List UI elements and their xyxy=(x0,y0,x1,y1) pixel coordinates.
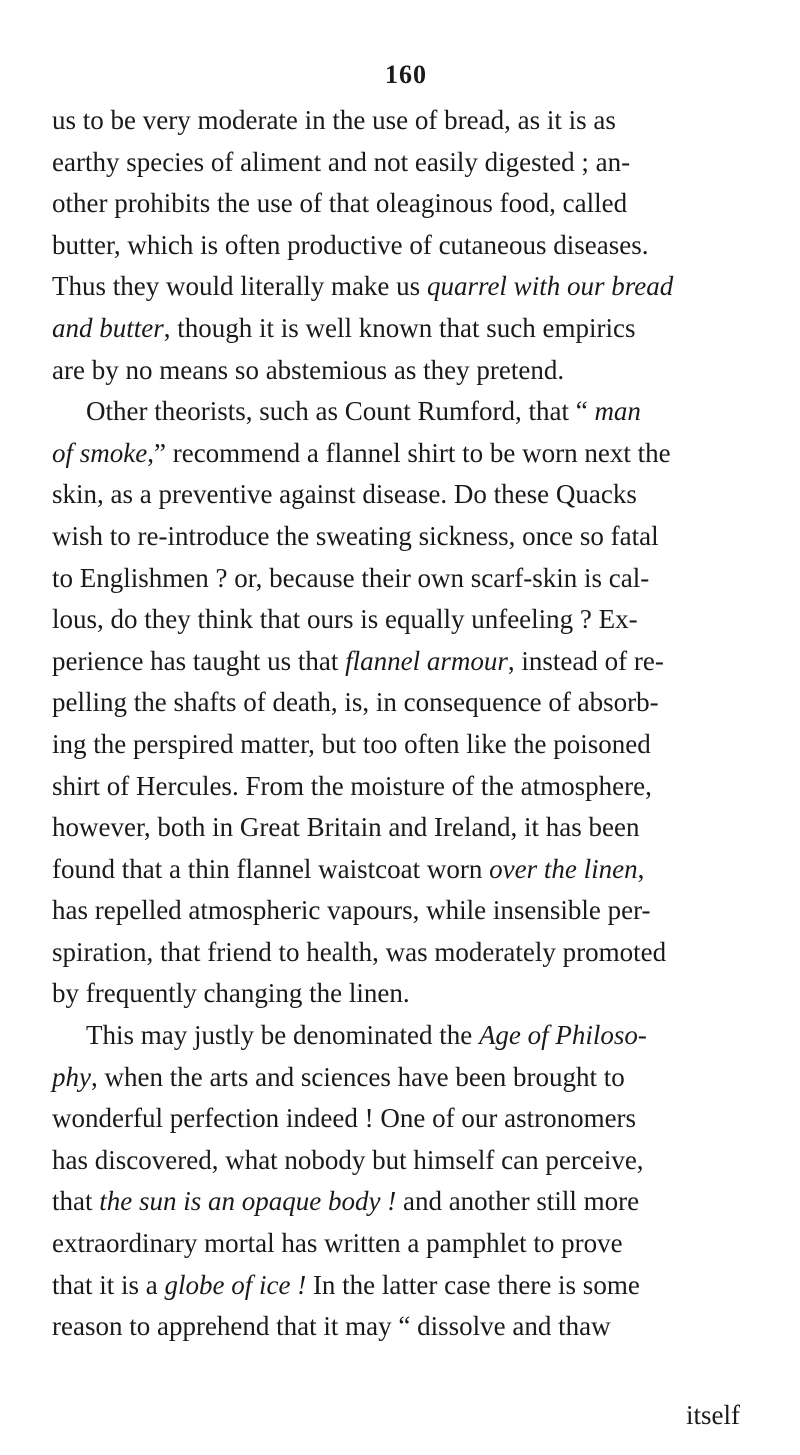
text-line xyxy=(52,183,772,225)
italic-phrase: quarrel with our bread xyxy=(426,271,674,302)
text-segment: are by no means so abstemious as they pretend. xyxy=(52,354,565,385)
text-segment: wonderful perfection indeed ! One of our astronomers xyxy=(52,1103,637,1134)
italic-phrase: over the linen xyxy=(489,853,638,884)
text-line xyxy=(52,641,772,683)
text-line xyxy=(52,1098,772,1140)
text-segment: found that a thin flannel waistcoat worn xyxy=(52,853,490,884)
text-segment: , though it is well known that such empirics xyxy=(163,312,636,343)
text-segment: other prohibits the use of that oleaginous food, called xyxy=(52,188,628,219)
text-segment: lous, do they think that ours is equally unfeeling ? Ex- xyxy=(52,604,638,635)
text-segment: that xyxy=(52,1186,100,1217)
text-segment: Thus they would literally make us xyxy=(52,271,427,302)
italic-phrase: and butter xyxy=(52,312,164,343)
text-line xyxy=(52,766,772,808)
text-line xyxy=(52,1140,772,1182)
text-segment: perience has taught us that xyxy=(52,645,346,676)
text-line xyxy=(52,308,772,350)
text-line xyxy=(52,973,772,1015)
text-line xyxy=(52,474,772,516)
text-line xyxy=(52,1306,772,1348)
text-line xyxy=(52,849,772,891)
text-segment: ing the perspired matter, but too often like the poisoned xyxy=(52,728,651,759)
text-line xyxy=(52,724,772,766)
page-number: 160 xyxy=(385,60,427,89)
body-text xyxy=(52,100,772,1348)
text-segment: Other theorists, such as Count Rumford, that “ xyxy=(86,396,595,427)
text-line xyxy=(52,1265,772,1307)
text-line xyxy=(52,100,772,142)
text-line xyxy=(52,807,772,849)
text-line xyxy=(52,1181,772,1223)
text-segment: however, both in Great Britain and Ireland, it has been xyxy=(52,812,640,843)
text-segment: to Englishmen ? or, because their own scarf-skin is cal- xyxy=(52,562,650,593)
text-segment: that it is a xyxy=(52,1269,165,1300)
italic-phrase: man xyxy=(594,396,641,427)
text-segment: has discovered, what nobody but himself can perceive, xyxy=(52,1144,644,1175)
text-segment: skin, as a preventive against disease. Do these Quacks xyxy=(52,479,637,510)
text-line xyxy=(52,1015,772,1057)
italic-phrase: of smoke xyxy=(52,437,148,468)
text-line xyxy=(52,682,772,724)
text-line xyxy=(52,1057,772,1099)
text-segment: This may justly be denominated the xyxy=(86,1020,479,1051)
text-segment: , instead of re- xyxy=(507,645,664,676)
text-segment: butter, which is often productive of cutaneous diseases. xyxy=(52,229,649,260)
text-line xyxy=(52,599,772,641)
text-segment: has repelled atmospheric vapours, while insensible per- xyxy=(52,895,651,926)
text-line xyxy=(52,932,772,974)
text-segment: by frequently changing the linen. xyxy=(52,978,410,1009)
text-line xyxy=(52,391,772,433)
text-segment: shirt of Hercules. From the moisture of the atmosphere, xyxy=(52,770,652,801)
italic-phrase: the sun is an opaque body ! xyxy=(99,1186,397,1217)
text-line xyxy=(52,266,772,308)
catchword: itself xyxy=(686,1400,740,1430)
text-line xyxy=(52,516,772,558)
text-segment: reason to apprehend that it may “ dissolve and thaw xyxy=(52,1311,611,1342)
text-line xyxy=(52,890,772,932)
text-segment: extraordinary mortal has written a pamphlet to prove xyxy=(52,1228,623,1259)
text-segment: pelling the shafts of death, is, in consequence of absorb- xyxy=(52,687,659,718)
text-segment: wish to re-introduce the sweating sickness, once so fatal xyxy=(52,520,659,551)
text-segment: , when the arts and sciences have been brought to xyxy=(90,1061,625,1092)
text-segment: us to be very moderate in the use of bread, as it is as xyxy=(52,105,616,135)
text-line xyxy=(52,225,772,267)
italic-phrase: flannel armour xyxy=(345,645,508,676)
text-line xyxy=(52,1223,772,1265)
text-line xyxy=(52,433,772,475)
text-segment: In the latter case there is some xyxy=(306,1269,640,1300)
text-segment: spiration, that friend to health, was moderately promoted xyxy=(52,936,667,967)
text-line xyxy=(52,558,772,600)
text-segment: and another still more xyxy=(396,1186,640,1217)
text-line xyxy=(52,142,772,184)
text-segment: , xyxy=(637,853,645,884)
italic-phrase: globe of ice ! xyxy=(164,1269,307,1300)
text-line xyxy=(52,350,772,392)
italic-phrase: Age of Philoso- xyxy=(478,1020,647,1051)
italic-phrase: phy xyxy=(52,1061,91,1092)
text-segment: ,” recommend a flannel shirt to be worn next the xyxy=(147,437,671,468)
text-segment: earthy species of aliment and not easily digested ; an- xyxy=(52,146,631,177)
